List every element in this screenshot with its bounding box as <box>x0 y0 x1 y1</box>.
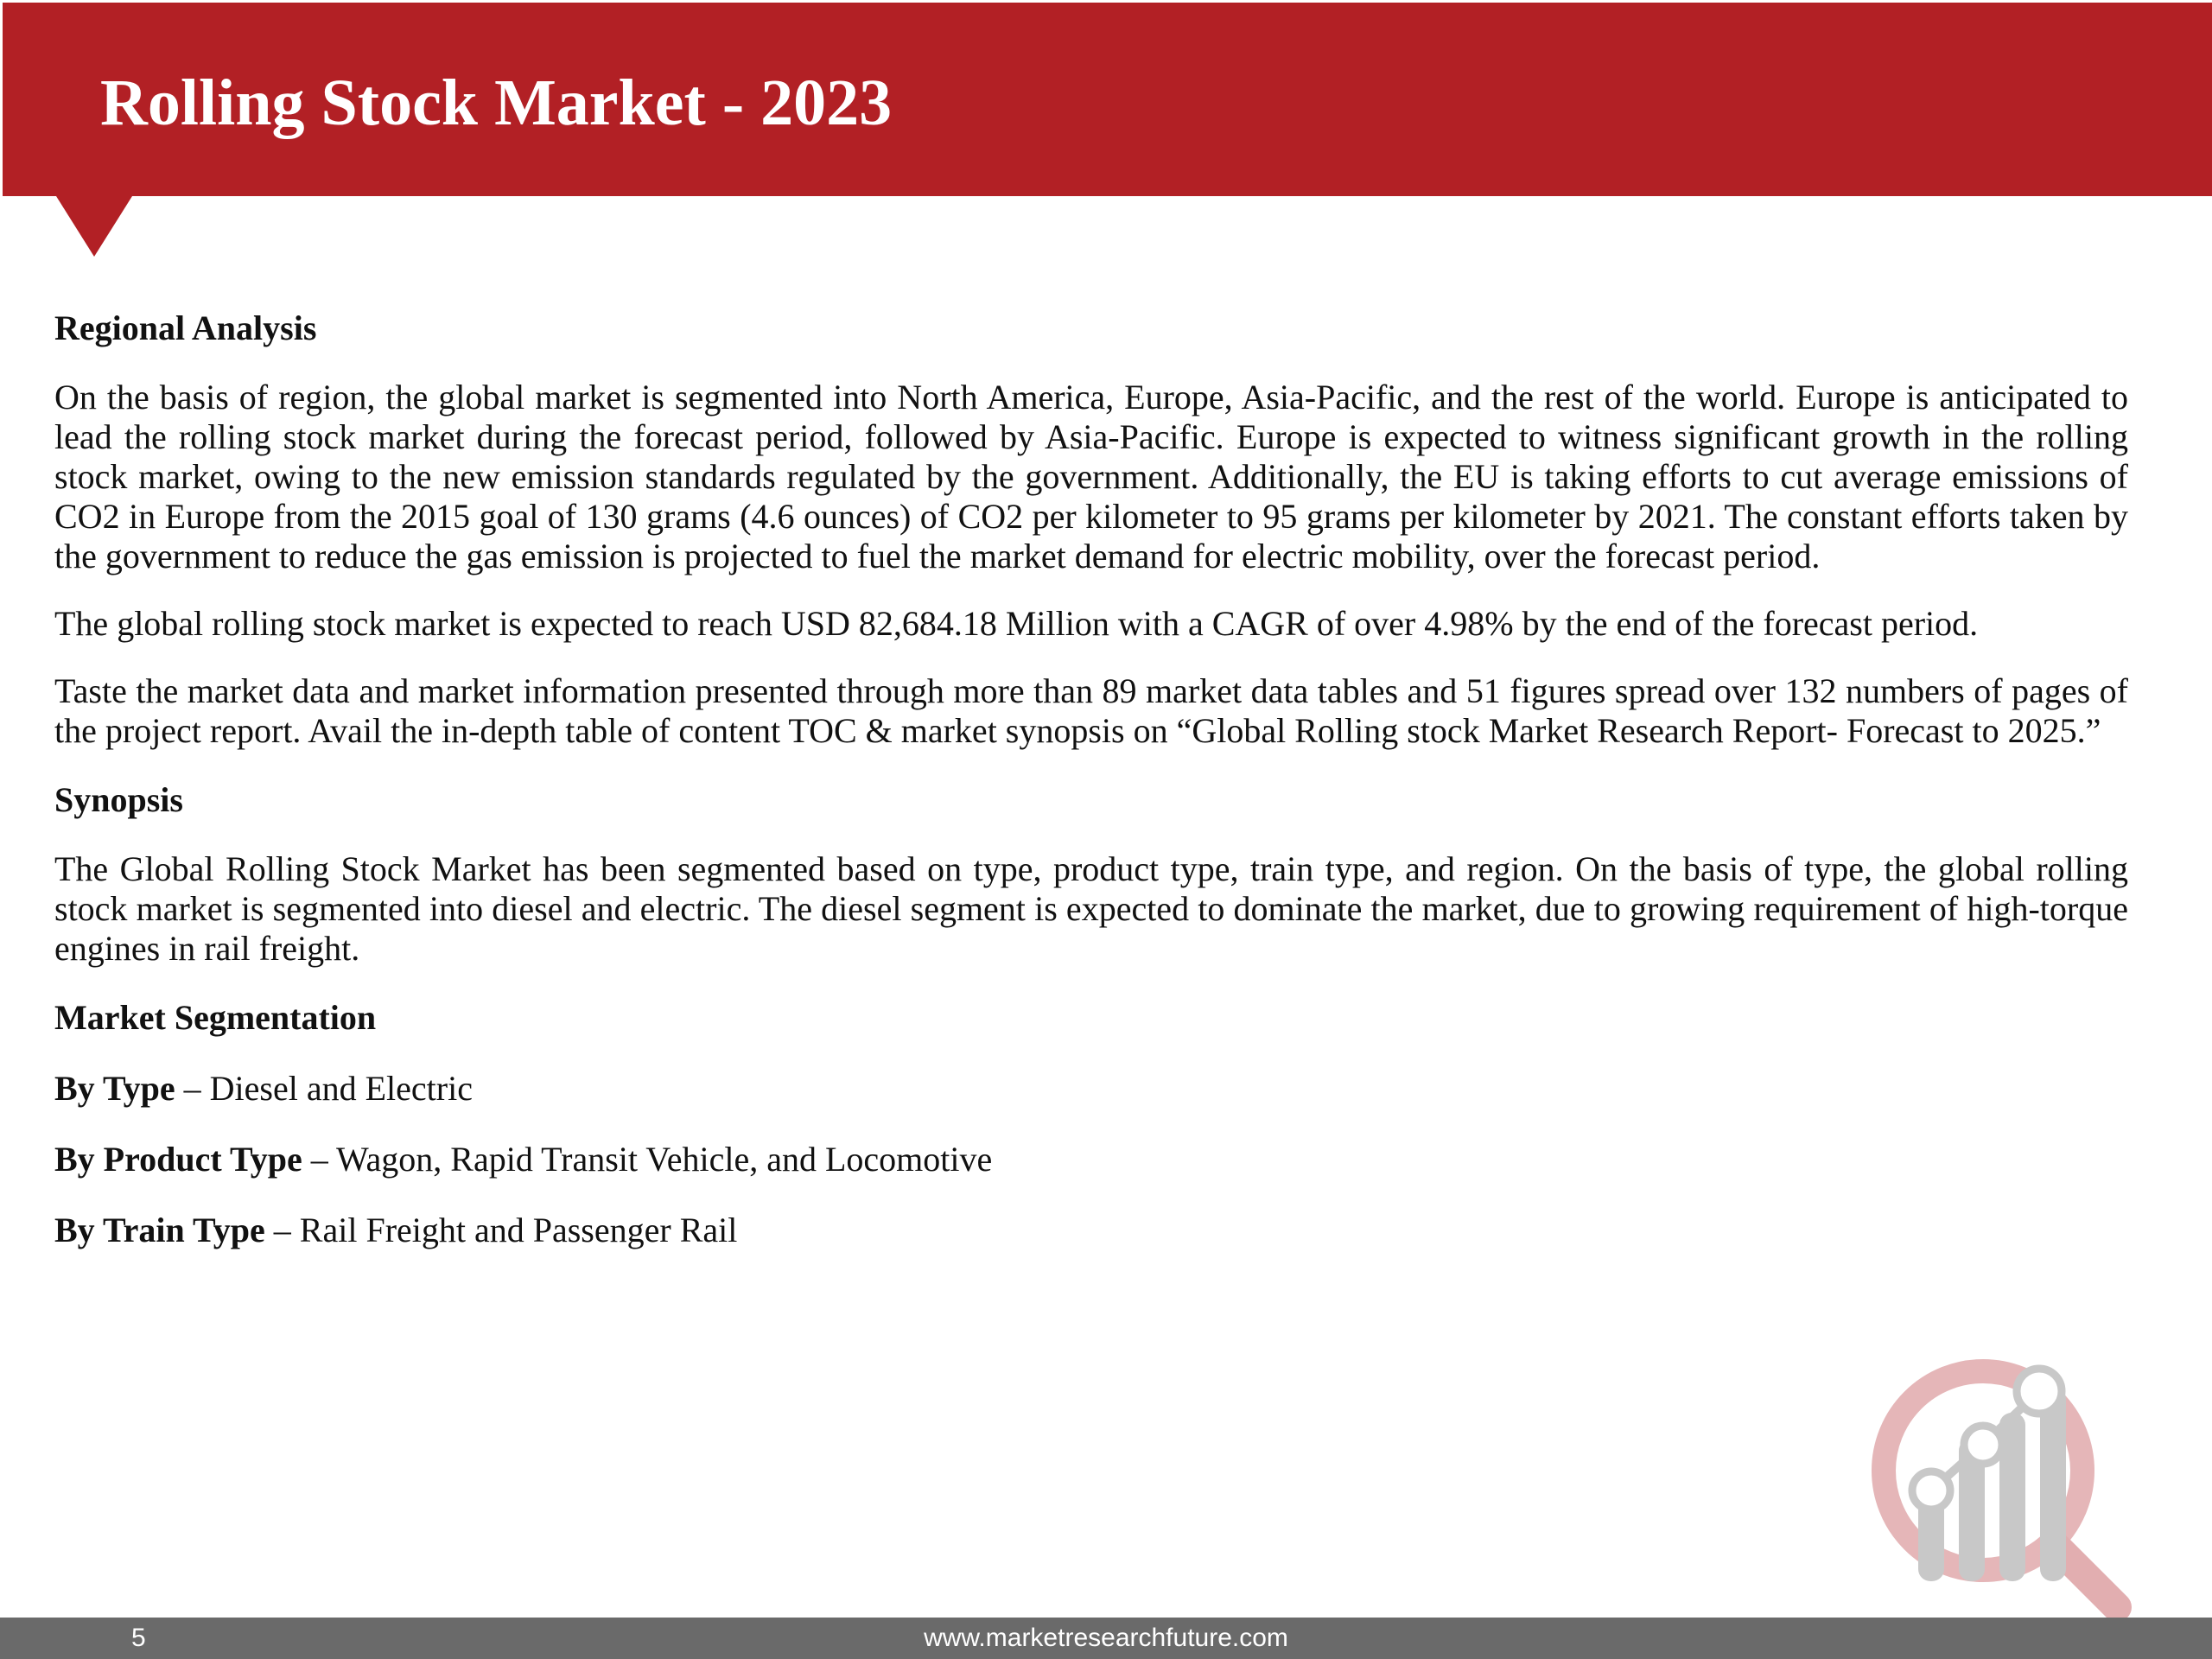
footer-bar <box>0 1618 2212 1659</box>
regional-analysis-heading: Regional Analysis <box>54 308 317 347</box>
segment-separator: – <box>264 1211 300 1249</box>
synopsis-paragraph: The Global Rolling Stock Market has been segmented based on type, product type, train type, and region. On the basis of type, the global rolling stock market is segmented into diesel and electric. The diesel segment is expected to dominate the market, due to growing requirement of high-torque engines in rail freight. <box>54 849 2128 968</box>
segment-by-train-type <box>54 1209 2128 1252</box>
header-banner <box>3 3 2212 196</box>
market-forecast-paragraph: The global rolling stock market is expected to reach USD 82,684.18 Million with a CAGR of over 4.98% by the end of the forecast period. <box>54 604 1979 643</box>
report-details-paragraph: Taste the market data and market information presented through more than 89 market data tables and 51 figures spread over 132 numbers of pages of the project report. Avail the in-depth table of content TOC & market synopsis on “Global Rolling stock Market Research Report- Forecast to 2025.” <box>54 671 2128 750</box>
content-body <box>54 307 2128 1280</box>
page-title: Rolling Stock Market - 2023 <box>100 67 893 139</box>
regional-analysis-paragraph: On the basis of region, the global market is segmented into North America, Europe, Asia-Pacific, and the rest of the world. Europe is anticipated to lead the rolling stock market during the forecast period, followed by Asia-Pacific. Europe is expected to witness significant growth in the rolling stock market, owing to the new emission standards regulated by the government. Additionally, the EU is taking efforts to cut average emissions of CO2 in Europe from the 2015 goal of 130 grams (4.6 ounces) of CO2 per kilometer to 95 grams per kilometer by 2021. The constant efforts taken by the government to reduce the gas emission is projected to fuel the market demand for electric mobility, over the forecast period. <box>54 378 2128 575</box>
segment-by-product-type <box>54 1138 2128 1181</box>
segment-value: Wagon, Rapid Transit Vehicle, and Locomotive <box>335 1140 993 1179</box>
segment-separator: – <box>302 1140 336 1179</box>
segment-label: By Train Type <box>54 1211 265 1249</box>
market-segmentation-heading: Market Segmentation <box>54 998 377 1037</box>
segment-separator: – <box>175 1069 210 1108</box>
synopsis-heading: Synopsis <box>54 780 183 819</box>
market-research-logo-icon <box>1858 1348 2152 1624</box>
header-pointer <box>56 196 132 257</box>
segment-by-type <box>54 1067 2128 1110</box>
segment-label: By Type <box>54 1069 175 1108</box>
segment-value: Rail Freight and Passenger Rail <box>299 1211 738 1249</box>
page-number: 5 <box>131 1624 146 1652</box>
segment-value: Diesel and Electric <box>209 1069 473 1108</box>
segment-label: By Product Type <box>54 1140 302 1179</box>
footer-website-link[interactable]: www.marketresearchfuture.com <box>924 1624 1288 1652</box>
